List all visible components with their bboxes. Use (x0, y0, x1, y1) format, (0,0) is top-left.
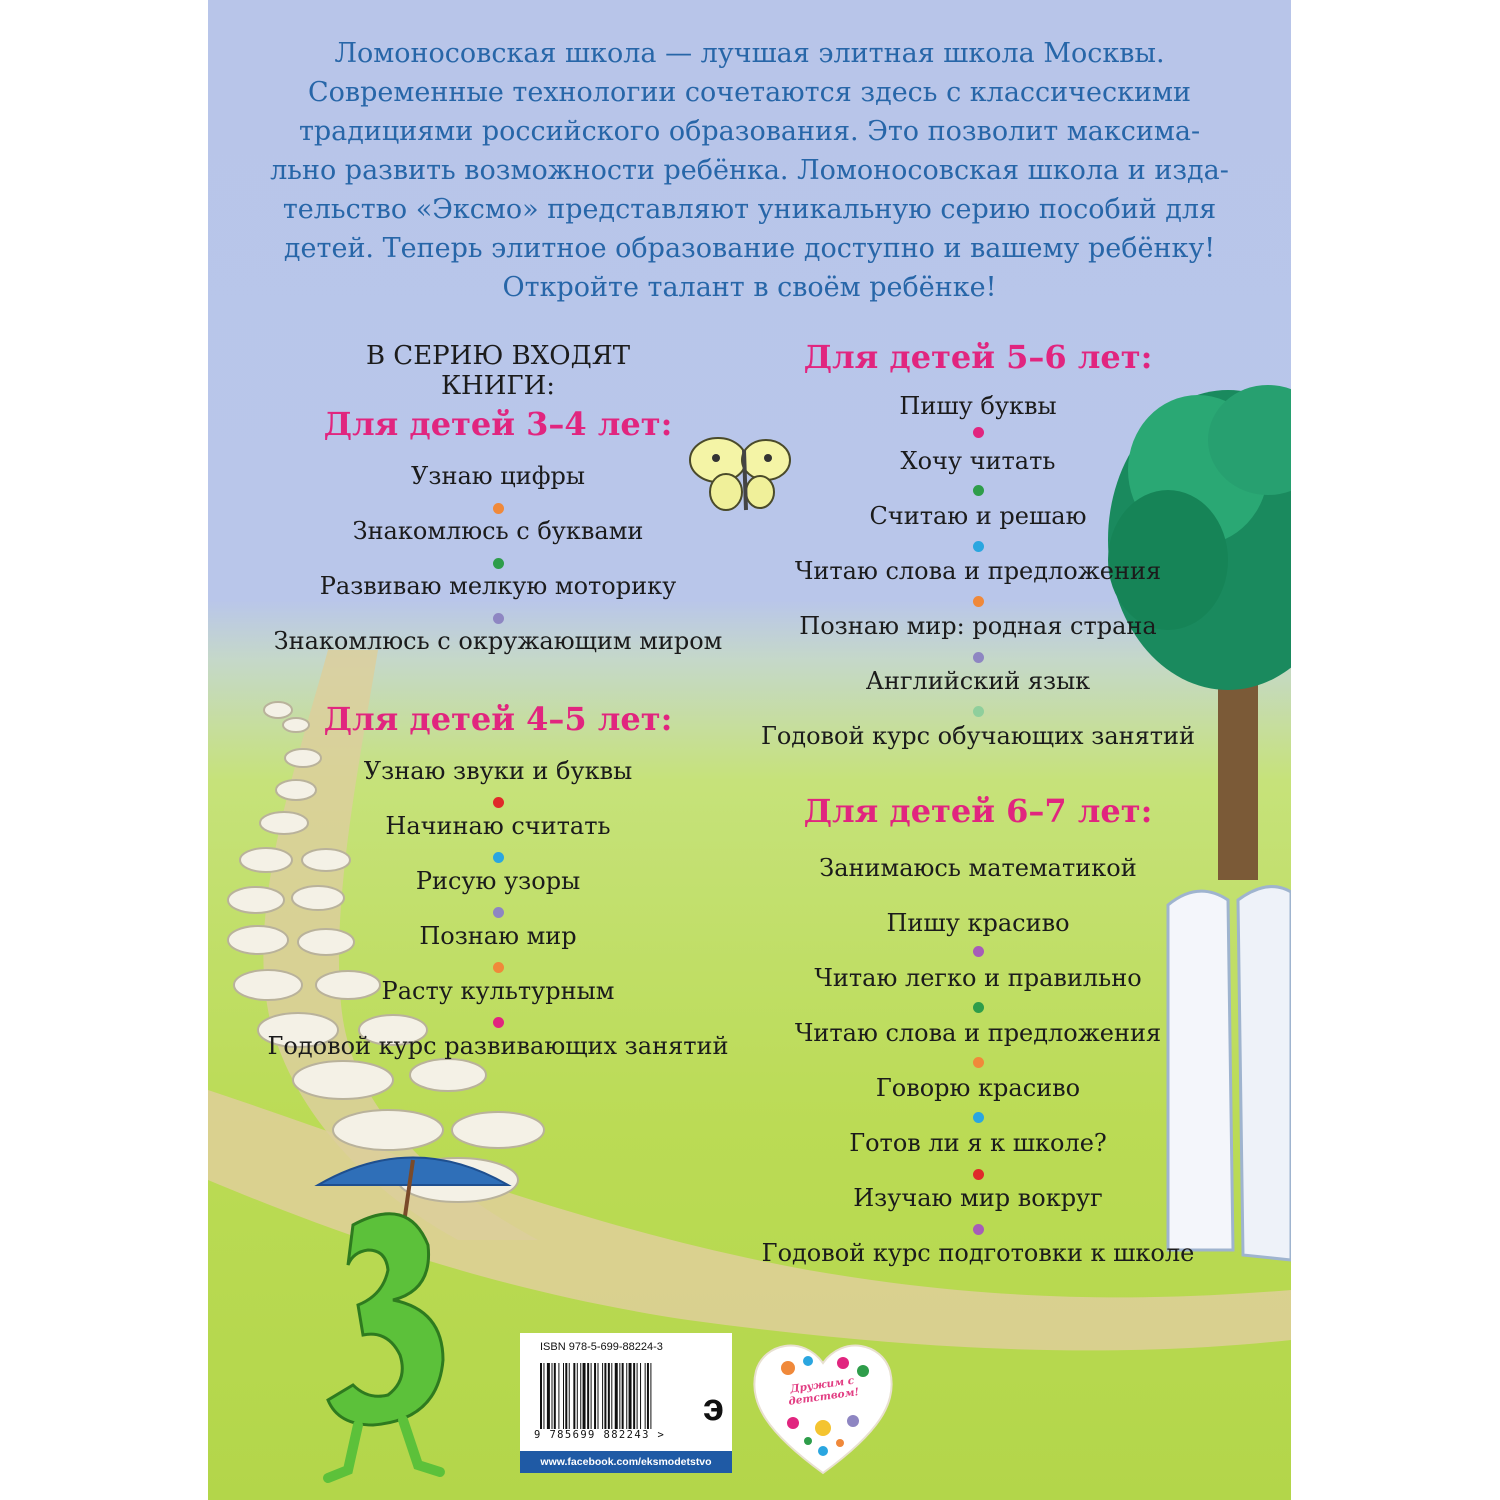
bullet-dot (973, 485, 984, 496)
bullet-dot (973, 596, 984, 607)
barcode-digits: 9 785699 882243 > (534, 1429, 666, 1441)
book-title: Узнаю цифры (411, 462, 585, 490)
barcode-bar (615, 1363, 618, 1429)
barcode-bar (540, 1363, 542, 1429)
barcode-bars (540, 1363, 690, 1429)
barcode-bar (565, 1363, 567, 1429)
barcode-bar (587, 1363, 589, 1429)
bullet-dot (973, 541, 984, 552)
barcode-bar (604, 1363, 606, 1429)
bullet-dot (973, 1002, 984, 1013)
book-title: Годовой курс развивающих занятий (267, 1032, 729, 1060)
book-title: Пишу буквы (899, 392, 1057, 420)
book-title: Изучаю мир вокруг (853, 1184, 1103, 1212)
barcode-bar (598, 1363, 599, 1429)
barcode-bar (580, 1363, 581, 1429)
barcode-bar (622, 1363, 624, 1429)
barcode-bar (645, 1363, 646, 1429)
barcode-bar (577, 1363, 578, 1429)
website-link[interactable]: www.facebook.com/eksmodetstvo (520, 1451, 732, 1473)
publisher-logo: э (703, 1387, 724, 1429)
barcode-bar (594, 1363, 596, 1429)
book-title: Годовой курс подготовки к школе (761, 1239, 1195, 1267)
bullet-dot (973, 1169, 984, 1180)
isbn-text: ISBN 978-5-699-88224-3 (540, 1341, 663, 1353)
book-title: Знакомлюсь с буквами (352, 517, 644, 545)
barcode-bar (633, 1363, 635, 1429)
book-title: Читаю легко и правильно (814, 964, 1142, 992)
book-title: Годовой курс обучающих занятий (760, 722, 1196, 750)
intro-line: льно развить возможности ребёнка. Ломоносовская школа и изда- (270, 155, 1229, 186)
heart-motto: Дружим с детством! (787, 1374, 860, 1408)
barcode-bar (554, 1363, 556, 1429)
book-title: Читаю слова и предложения (794, 557, 1162, 585)
barcode-block (520, 1333, 732, 1473)
book-title: Начинаю считать (385, 812, 611, 840)
barcode-bar (569, 1363, 570, 1429)
bullet-dot (493, 1017, 504, 1028)
barcode-bar (640, 1363, 641, 1429)
intro-line: традициями российского образования. Это позволит максима- (298, 116, 1201, 147)
bullet-dot (973, 946, 984, 957)
series-heading: В СЕРИЮ ВХОДЯТ КНИГИ: (365, 341, 631, 401)
bullet-dot (973, 1224, 984, 1235)
barcode-bar (650, 1363, 651, 1429)
heart-badge (748, 1333, 898, 1478)
age-heading-3-4: Для детей 3–4 лет: (323, 405, 673, 443)
age-heading-6-7: Для детей 6–7 лет: (803, 792, 1153, 830)
book-title: Узнаю звуки и буквы (363, 757, 633, 785)
bullet-dot (493, 962, 504, 973)
barcode-bar (619, 1363, 620, 1429)
bullet-dot (973, 652, 984, 663)
bullet-dot (973, 706, 984, 717)
book-title: Расту культурным (381, 977, 615, 1005)
barcode-bar (637, 1363, 638, 1429)
bullet-dot (493, 907, 504, 918)
book-title: Занимаюсь математикой (819, 854, 1137, 882)
bullet-dot (493, 558, 504, 569)
barcode-bar (647, 1363, 649, 1429)
bullet-dot (493, 797, 504, 808)
back-cover (208, 0, 1291, 1500)
barcode-bar (602, 1363, 603, 1429)
bullet-dot (973, 427, 984, 438)
barcode-bar (543, 1363, 544, 1429)
barcode-bar (626, 1363, 627, 1429)
bullet-dot (973, 1057, 984, 1068)
book-title: Знакомлюсь с окружающим миром (273, 627, 723, 655)
intro-text (208, 34, 1291, 307)
book-title: Пишу красиво (886, 909, 1070, 937)
book-title: Хочу читать (900, 447, 1056, 475)
book-title: Познаю мир: родная страна (799, 612, 1157, 640)
bullet-dot (493, 852, 504, 863)
bullet-dot (493, 613, 504, 624)
barcode-bar (629, 1363, 632, 1429)
intro-line: Откройте талант в своём ребёнке! (502, 272, 997, 303)
barcode-bar (558, 1363, 559, 1429)
intro-line: тельство «Эксмо» представляют уникальную серию пособий для (282, 194, 1217, 225)
book-title: Английский язык (865, 667, 1091, 695)
book-title: Рисую узоры (415, 867, 581, 895)
barcode-bar (611, 1363, 612, 1429)
barcode-bar (563, 1363, 564, 1429)
intro-line: детей. Теперь элитное образование доступно и вашему ребёнку! (283, 233, 1216, 264)
barcode-bar (573, 1363, 575, 1429)
intro-line: Современные технологии сочетаются здесь с классическими (308, 77, 1191, 108)
barcode-bar (591, 1363, 592, 1429)
book-title: Читаю слова и предложения (794, 1019, 1162, 1047)
intro-line: Ломоносовская школа — лучшая элитная школа Москвы. (334, 38, 1165, 69)
age-heading-5-6: Для детей 5–6 лет: (803, 338, 1153, 376)
book-title: Познаю мир (419, 922, 577, 950)
bullet-dot (493, 503, 504, 514)
bullet-dot (973, 1112, 984, 1123)
barcode-bar (547, 1363, 550, 1429)
barcode-bar (583, 1363, 586, 1429)
age-heading-4-5: Для детей 4–5 лет: (323, 700, 673, 738)
book-title: Говорю красиво (875, 1074, 1081, 1102)
book-title: Готов ли я к школе? (849, 1129, 1107, 1157)
book-title: Считаю и решаю (869, 502, 1087, 530)
barcode-bar (608, 1363, 610, 1429)
book-title: Развиваю мелкую моторику (319, 572, 677, 600)
barcode-bar (552, 1363, 553, 1429)
